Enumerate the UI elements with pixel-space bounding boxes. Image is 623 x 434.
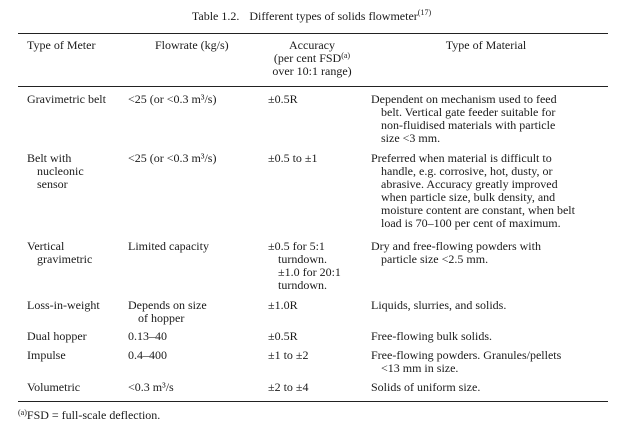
cell-type-of-material: Dry and free-flowing powders with particle size <2.5 mm.	[371, 239, 541, 266]
header-rule	[18, 86, 608, 87]
cell-accuracy: ±1.0R	[268, 298, 298, 312]
cell-type-of-meter: Gravimetric belt	[27, 92, 106, 106]
cell-flowrate: 0.4–400	[128, 348, 167, 362]
cell-flowrate: Depends on size of hopper	[128, 298, 207, 325]
table-caption	[0, 9, 623, 23]
cell-type-of-material: Liquids, slurries, and solids.	[371, 298, 507, 312]
cell-flowrate: <25 (or <0.3 m³/s)	[128, 92, 217, 106]
cell-accuracy: ±0.5R	[268, 92, 298, 106]
header-accuracy-line: over 10:1 range)	[272, 64, 352, 78]
cell-accuracy: ±0.5 to ±1	[268, 151, 318, 165]
cell-type-of-meter: Vertical gravimetric	[27, 239, 93, 266]
cell-accuracy: ±1 to ±2	[268, 348, 309, 362]
cell-accuracy: ±2 to ±4	[268, 380, 309, 394]
cell-type-of-material: Dependent on mechanism used to feed belt. Vertical gate feeder suitable for non-fluidised materials with particle size <3 mm.	[371, 92, 557, 145]
cell-flowrate: Limited capacity	[128, 239, 209, 253]
caption-title: Different types of solids flowmeter	[249, 9, 418, 23]
cell-type-of-meter: Volumetric	[27, 380, 81, 394]
cell-type-of-meter: Belt with nucleonic sensor	[27, 151, 84, 191]
cell-type-of-meter: Impulse	[27, 348, 66, 362]
cell-type-of-material: Free-flowing powders. Granules/pellets <13 mm in size.	[371, 348, 562, 375]
header-type-of-material: Type of Material	[445, 38, 527, 52]
caption-label: Table 1.2.	[191, 9, 240, 23]
bottom-rule	[18, 401, 608, 402]
header-accuracy-line: Accuracy	[289, 38, 335, 52]
cell-type-of-meter: Loss-in-weight	[27, 298, 100, 312]
cell-type-of-meter: Dual hopper	[27, 329, 87, 343]
caption-reference: (17)	[417, 8, 432, 17]
cell-flowrate: <25 (or <0.3 m³/s)	[128, 151, 217, 165]
cell-type-of-material: Free-flowing bulk solids.	[371, 329, 492, 343]
cell-flowrate: 0.13–40	[128, 329, 167, 343]
cell-type-of-material: Solids of uniform size.	[371, 380, 481, 394]
cell-accuracy: ±0.5 for 5:1 turndown. ±1.0 for 20:1 turndown.	[268, 239, 341, 292]
cell-accuracy: ±0.5R	[268, 329, 298, 343]
cell-type-of-material: Preferred when material is difficult to handle, e.g. corrosive, hot, dusty, or abrasive. Accuracy greatly improved when particle size, bulk density, and moisture content are constant, when belt load is 70–100 per cent of maximum.	[371, 151, 575, 230]
header-accuracy-note: (a)	[341, 51, 351, 60]
cell-flowrate: <0.3 m³/s	[128, 380, 174, 394]
header-flowrate: Flowrate (kg/s)	[155, 38, 229, 52]
footnote	[18, 408, 160, 422]
top-rule	[18, 33, 608, 34]
header-type-of-meter: Type of Meter	[27, 38, 96, 52]
footnote-marker: (a)	[18, 408, 27, 417]
footnote-text: FSD = full-scale deflection.	[26, 408, 161, 422]
header-accuracy	[258, 39, 366, 78]
header-accuracy-line: (per cent FSD$^{(a)}$	[273, 51, 351, 65]
